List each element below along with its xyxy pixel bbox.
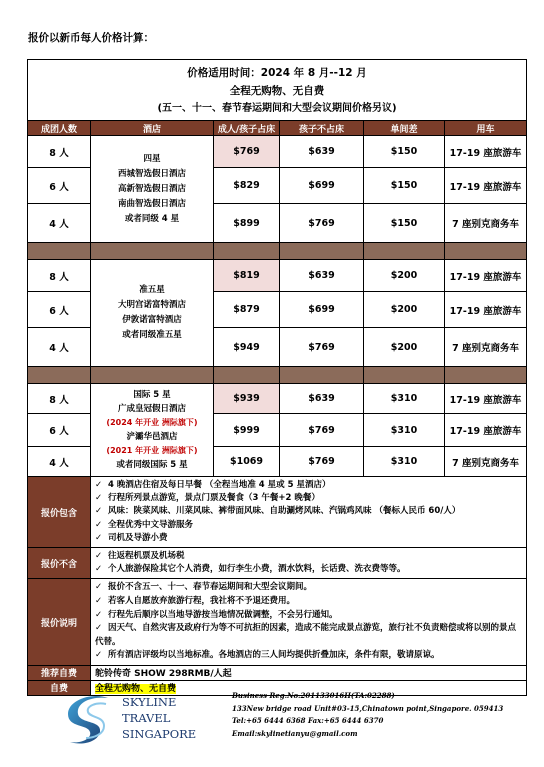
adult-price: $829 (214, 168, 280, 204)
notes-row (28, 579, 527, 666)
hotel-grade: 四星 (143, 153, 161, 164)
single-supplement: $200 (364, 328, 445, 367)
recommend-text: 鸵铃传奇 SHOW 298RMB/人起 (91, 665, 527, 680)
vehicle: 7 座别克商务车 (445, 447, 527, 477)
vehicle: 17-19 座旅游车 (445, 384, 527, 414)
child-price: $639 (280, 260, 364, 292)
adult-price: $879 (214, 292, 280, 328)
adult-price: $769 (214, 136, 280, 168)
adult-price: $899 (214, 204, 280, 243)
hotel-name: 或者同级 4 星 (124, 213, 180, 224)
table-row (28, 260, 527, 292)
validity-period: 价格适用时间：2024 年 8 月--12 月 (187, 67, 367, 79)
child-price: $769 (280, 447, 364, 477)
list-item: ✓ 风味：陕菜风味、川菜风味、裤带面风味、自助涮烤风味、汽锅鸡风味 （餐标人民币 60/人） (95, 505, 522, 518)
pax-cell: 6 人 (28, 168, 91, 204)
hotel-opening-note: (2021 年开业 洲际旗下) (106, 446, 198, 455)
adult-price: $939 (214, 384, 280, 414)
selfpay-label: 自费 (28, 680, 91, 695)
vehicle: 17-19 座旅游车 (445, 414, 527, 447)
vehicle: 7 座别克商务车 (445, 328, 527, 367)
business-reg: Business Reg.No.201133016H(TA:02288) (232, 691, 395, 700)
list-item: ✓ 行程所列景点游览，景点门票及餐食（3 午餐+2 晚餐） (95, 492, 522, 505)
list-item: ✓ 个人旅游保险其它个人消费，如行李生小费，酒水饮料，长话费、洗衣费等等。 (95, 563, 522, 576)
single-supplement: $200 (364, 292, 445, 328)
hotel-opening-note: (2024 年开业 洲际旗下) (106, 418, 198, 427)
includes-list (91, 477, 527, 548)
child-price: $769 (280, 204, 364, 243)
vehicle: 17-19 座旅游车 (445, 292, 527, 328)
vehicle: 17-19 座旅游车 (445, 260, 527, 292)
pax-cell: 4 人 (28, 447, 91, 477)
price-basis-note: 报价以新币每人价格计算： (28, 32, 154, 44)
vehicle: 17-19 座旅游车 (445, 136, 527, 168)
company-email: Email:skylinetianyu@gmail.com (232, 728, 358, 738)
vehicle: 17-19 座旅游车 (445, 168, 527, 204)
col-header: 用车 (445, 121, 527, 136)
list-item: ✓ 全程优秀中文导游服务 (95, 519, 522, 532)
hotel-name: 或者同级国际 5 星 (116, 460, 188, 470)
price-table (27, 59, 527, 696)
excludes-label: 报价不含 (28, 548, 91, 579)
adult-price: $999 (214, 414, 280, 447)
adult-price: $819 (214, 260, 280, 292)
company-logo-text (122, 694, 196, 742)
child-price: $699 (280, 168, 364, 204)
col-header: 酒店 (91, 121, 214, 136)
notes-label: 报价说明 (28, 579, 91, 666)
single-supplement: $310 (364, 447, 445, 477)
child-price: $769 (280, 328, 364, 367)
logo-word: TRAVEL (122, 711, 171, 725)
skyline-logo-icon (62, 692, 118, 748)
excludes-row (28, 548, 527, 579)
list-item: ✓ 4 晚酒店住宿及每日早餐 （全程当地准 4 星或 5 星酒店） (95, 479, 522, 492)
hotel-cell (91, 384, 214, 477)
recommend-row (28, 665, 527, 680)
pax-cell: 8 人 (28, 384, 91, 414)
includes-row (28, 477, 527, 548)
child-price: $639 (280, 384, 364, 414)
single-supplement: $150 (364, 168, 445, 204)
hotel-name: 西城智选假日酒店 (117, 168, 186, 179)
single-supplement: $310 (364, 414, 445, 447)
group-separator (28, 367, 527, 384)
group-separator (28, 243, 527, 260)
table-title (28, 60, 527, 121)
list-item: ✓ 所有酒店评级均以当地标准。各地酒店的三人间均提供折叠加床，条件有限，敬请原谅。 (95, 649, 522, 663)
child-price: $639 (280, 136, 364, 168)
hotel-grade: 准五星 (139, 285, 165, 295)
company-address: 133New bridge road Unit#03-15,Chinatown point,Singapore. 059413 (232, 703, 504, 713)
vehicle: 7 座别克商务车 (445, 204, 527, 243)
hotel-name: 南曲智选假日酒店 (117, 198, 186, 209)
list-item: ✓ 因天气、自然灾害及政府行为等不可抗拒的因素，造成不能完成景点游览，旅行社不负责赔偿或将以别的景点代替。 (95, 622, 522, 649)
hotel-name: 大明宫诺富特酒店 (117, 300, 186, 310)
single-supplement: $150 (364, 136, 445, 168)
single-supplement: $200 (364, 260, 445, 292)
excludes-list (91, 548, 527, 579)
pax-cell: 8 人 (28, 136, 91, 168)
company-phone: Tel:+65 6444 6368 Fax:+65 6444 6370 (232, 716, 384, 725)
adult-price: $1069 (214, 447, 280, 477)
hotel-name: 或者同级准五星 (122, 330, 182, 340)
col-header: 成团人数 (28, 121, 91, 136)
child-price: $769 (280, 414, 364, 447)
adult-price: $949 (214, 328, 280, 367)
col-header: 成人/孩子占床 (214, 121, 280, 136)
hotel-name: 广成皇冠假日酒店 (117, 404, 186, 414)
recommend-label: 推荐自费 (28, 665, 91, 680)
single-supplement: $310 (364, 384, 445, 414)
hotel-cell (91, 136, 214, 243)
notes-list (91, 579, 527, 666)
table-row (28, 136, 527, 168)
pax-cell: 6 人 (28, 292, 91, 328)
selfpay-text: 全程无购物、无自费 (95, 684, 177, 695)
hotel-name: 伊敦诺富特酒店 (122, 315, 182, 325)
list-item: ✓ 行程先后顺序以当地导游按当地情况做调整，不会另行通知。 (95, 609, 522, 623)
company-details (232, 690, 503, 740)
pax-cell: 6 人 (28, 414, 91, 447)
pax-cell: 4 人 (28, 204, 91, 243)
list-item: ✓ 若客人自愿放弃旅游行程，我社将不予退还费用。 (95, 595, 522, 609)
list-item: ✓ 报价不含五一、十一、春节春运期间和大型会议期间。 (95, 581, 522, 595)
hotel-grade: 国际 5 星 (133, 390, 171, 400)
company-footer (0, 686, 544, 766)
hotel-name: 浐灞华邑酒店 (126, 432, 178, 442)
column-header-row (28, 121, 527, 136)
col-header: 单间差 (364, 121, 445, 136)
includes-label: 报价包含 (28, 477, 91, 548)
logo-word: SINGAPORE (122, 727, 197, 741)
list-item: ✓ 司机及导游小费 (95, 532, 522, 545)
list-item: ✓ 往返程机票及机场税 (95, 550, 522, 563)
col-header: 孩子不占床 (280, 121, 364, 136)
logo-word: SKYLINE (122, 695, 177, 709)
table-row (28, 384, 527, 414)
hotel-cell (91, 260, 214, 367)
no-shopping-note: 全程无购物、无自费 (229, 85, 325, 97)
pax-cell: 8 人 (28, 260, 91, 292)
single-supplement: $150 (364, 204, 445, 243)
child-price: $699 (280, 292, 364, 328)
holiday-note: (五一、十一、春节春运期间和大型会议期间价格另议) (157, 103, 397, 114)
pax-cell: 4 人 (28, 328, 91, 367)
hotel-name: 高新智选假日酒店 (117, 183, 186, 194)
